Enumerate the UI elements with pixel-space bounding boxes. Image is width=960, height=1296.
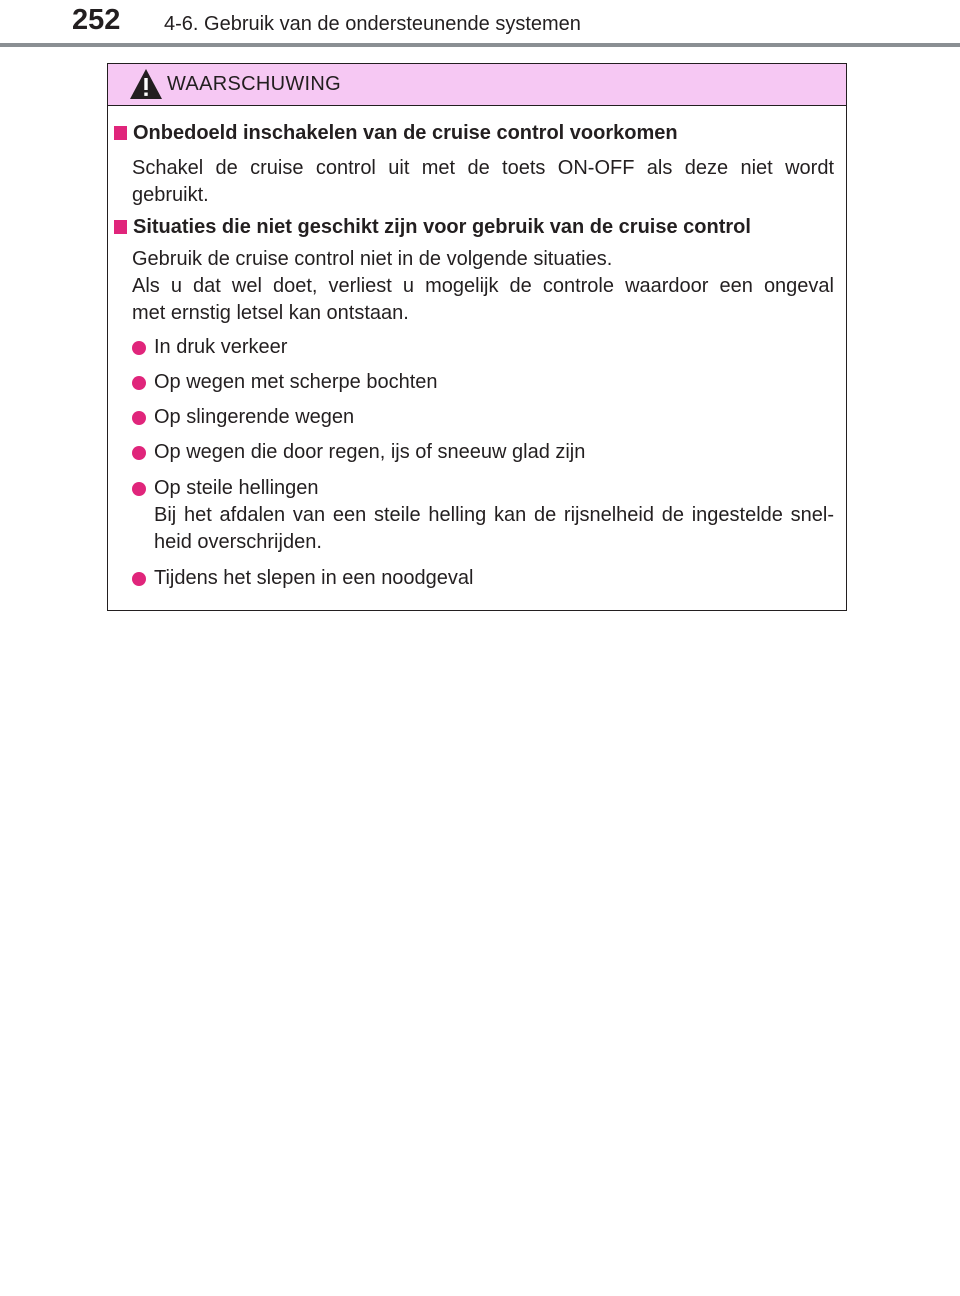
list-item (132, 439, 834, 466)
section-paragraph (132, 246, 834, 327)
section-heading-text: Situaties die niet geschikt zijn voor gebruik van de cruise control (133, 216, 751, 238)
section-heading-text: Onbedoeld inschakelen van de cruise control voorkomen (133, 122, 678, 144)
list-item (132, 369, 834, 396)
list-item (132, 565, 834, 592)
header-rule (0, 43, 960, 47)
section-paragraph (132, 155, 834, 209)
circle-bullet-icon (132, 482, 146, 496)
circle-bullet-icon (132, 341, 146, 355)
list-item-text: Op wegen die door regen, ijs of sneeuw glad zijn (154, 441, 586, 463)
list-item-text: Op wegen met scherpe bochten (154, 371, 438, 393)
section-heading (114, 122, 678, 145)
list-item (132, 334, 834, 361)
paragraph-line: gebruikt. (132, 184, 209, 206)
square-bullet-icon (114, 220, 127, 234)
warning-header (108, 64, 846, 106)
paragraph-line: Schakel de cruise control uit met de toets ON-OFF als deze niet wordt (132, 157, 834, 179)
square-bullet-icon (114, 126, 127, 140)
page-header (0, 0, 960, 48)
circle-bullet-icon (132, 446, 146, 460)
warning-box (107, 63, 847, 611)
paragraph-line: Gebruik de cruise control niet in de volgende situaties. (132, 248, 613, 270)
list-item-text: Tijdens het slepen in een noodgeval (154, 567, 474, 589)
circle-bullet-icon (132, 411, 146, 425)
list-item-subline: Bij het afdalen van een steile helling kan de rijsnelheid de ingestelde snel- (154, 504, 834, 526)
list-item (132, 404, 834, 431)
list-item (132, 475, 834, 556)
list-item-subline: heid overschrijden. (154, 531, 322, 553)
page-number: 252 (72, 4, 121, 36)
paragraph-line: met ernstig letsel kan ontstaan. (132, 302, 409, 324)
list-item-text: Op slingerende wegen (154, 406, 355, 428)
section-title: 4-6. Gebruik van de ondersteunende systemen (164, 13, 581, 35)
circle-bullet-icon (132, 376, 146, 390)
list-item-text: In druk verkeer (154, 336, 288, 358)
section-heading (114, 216, 751, 239)
list-item-text: Op steile hellingen (154, 477, 319, 499)
warning-title: WAARSCHUWING (167, 73, 341, 95)
paragraph-line: Als u dat wel doet, verliest u mogelijk de controle waardoor een ongeval (132, 275, 834, 297)
warning-triangle-icon (129, 68, 163, 100)
circle-bullet-icon (132, 572, 146, 586)
